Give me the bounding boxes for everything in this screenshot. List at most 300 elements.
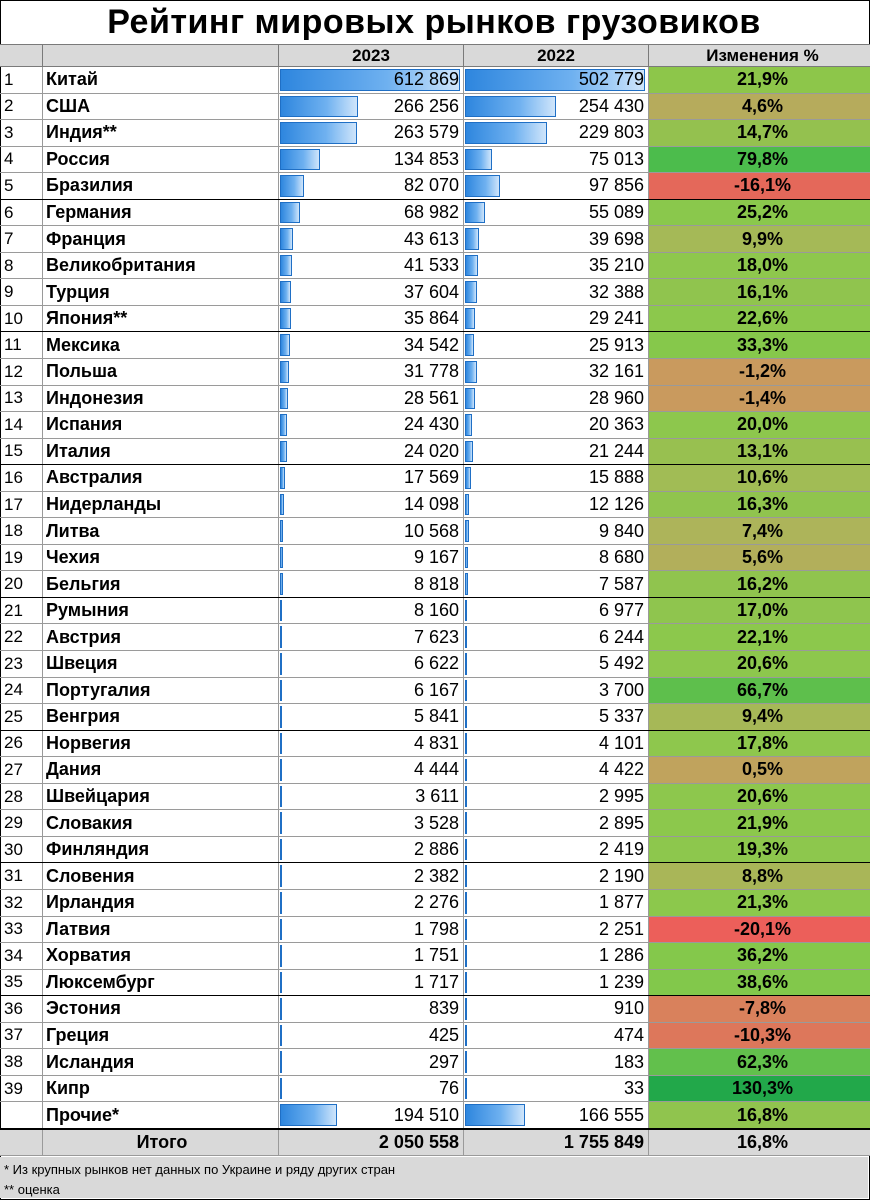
change-cell: 19,3% (649, 836, 870, 863)
value-text: 3 700 (598, 679, 644, 700)
value-2022-cell (464, 173, 649, 200)
total-2023 (279, 1129, 464, 1156)
value-text: 15 888 (588, 467, 644, 488)
change-cell: 10,6% (649, 465, 870, 492)
value-2023-cell (279, 889, 464, 916)
change-cell: 16,8% (649, 1102, 870, 1129)
table-row (0, 359, 870, 386)
change-cell: 16,3% (649, 491, 870, 518)
total-rank (0, 1129, 43, 1156)
country-name: Эстония (43, 996, 279, 1023)
table-row (0, 1102, 870, 1129)
rank-cell: 38 (0, 1049, 43, 1076)
value-text: 35 210 (588, 255, 644, 276)
value-2023-cell (279, 651, 464, 678)
value-text: 4 831 (413, 732, 459, 753)
table-row (0, 996, 870, 1023)
value-2023-cell (279, 810, 464, 837)
rank-cell: 15 (0, 438, 43, 465)
value-text: 2 251 (598, 918, 644, 939)
value-text: 2 886 (413, 839, 459, 860)
value-text: 6 977 (598, 600, 644, 621)
value-text: 839 (428, 998, 459, 1019)
table-row (0, 173, 870, 200)
rank-cell: 39 (0, 1075, 43, 1102)
value-2023-cell (279, 1075, 464, 1102)
change-cell: 36,2% (649, 943, 870, 970)
rank-cell: 11 (0, 332, 43, 359)
country-name: Италия (43, 438, 279, 465)
country-name: Ирландия (43, 889, 279, 916)
value-text: 7 623 (413, 626, 459, 647)
value-text: 28 960 (588, 387, 644, 408)
total-label: Итого (43, 1129, 279, 1156)
value-text: 20 363 (588, 414, 644, 435)
table-row (0, 199, 870, 226)
value-text: 82 070 (403, 175, 459, 196)
change-cell: 14,7% (649, 120, 870, 147)
value-2023-cell (279, 332, 464, 359)
header-rank (0, 45, 43, 67)
table-row (0, 491, 870, 518)
rank-cell: 31 (0, 863, 43, 890)
change-cell: 38,6% (649, 969, 870, 996)
country-name: Испания (43, 412, 279, 439)
country-name: Бельгия (43, 571, 279, 598)
table-row (0, 146, 870, 173)
table-row (0, 544, 870, 571)
value-text: 5 492 (598, 653, 644, 674)
value-2023-cell (279, 252, 464, 279)
value-2023-cell (279, 783, 464, 810)
rank-cell: 32 (0, 889, 43, 916)
value-text: 263 579 (393, 122, 459, 143)
value-text: 5 337 (598, 706, 644, 727)
country-name: Венгрия (43, 704, 279, 731)
country-name: Кипр (43, 1075, 279, 1102)
change-cell: 0,5% (649, 757, 870, 784)
value-2022-cell (464, 836, 649, 863)
total-change: 16,8% (649, 1129, 870, 1156)
rank-cell: 25 (0, 704, 43, 731)
change-cell: 13,1% (649, 438, 870, 465)
total-2022-value: 1 755 849 (563, 1132, 644, 1153)
value-text: 6 167 (413, 679, 459, 700)
value-text: 254 430 (578, 95, 644, 116)
rank-cell: 6 (0, 199, 43, 226)
change-cell: 4,6% (649, 93, 870, 120)
value-text: 2 382 (413, 865, 459, 886)
change-cell: -1,2% (649, 359, 870, 386)
value-2022-cell (464, 624, 649, 651)
value-text: 1 286 (598, 945, 644, 966)
value-2023-cell (279, 491, 464, 518)
country-name: Россия (43, 146, 279, 173)
table-row (0, 757, 870, 784)
table-row (0, 438, 870, 465)
rank-cell: 1 (0, 67, 43, 94)
value-2022-cell (464, 199, 649, 226)
value-text: 2 190 (598, 865, 644, 886)
value-2023-cell (279, 518, 464, 545)
header-change: Изменения % (649, 45, 870, 67)
change-cell: 62,3% (649, 1049, 870, 1076)
value-text: 10 568 (403, 520, 459, 541)
value-2022-cell (464, 279, 649, 306)
value-text: 35 864 (403, 308, 459, 329)
change-cell: 9,4% (649, 704, 870, 731)
value-2022-cell (464, 120, 649, 147)
rank-cell: 9 (0, 279, 43, 306)
country-name: Мексика (43, 332, 279, 359)
table-row (0, 279, 870, 306)
value-text: 910 (613, 998, 644, 1019)
table-row (0, 93, 870, 120)
ranking-table (0, 44, 870, 1156)
value-text: 2 419 (598, 839, 644, 860)
value-2023-cell (279, 704, 464, 731)
table-row (0, 836, 870, 863)
value-text: 6 244 (598, 626, 644, 647)
value-text: 297 (428, 1051, 459, 1072)
footnote-1: * Из крупных рынков нет данных по Украине и ряду других стран (0, 1157, 868, 1181)
value-text: 34 542 (403, 334, 459, 355)
table-row (0, 412, 870, 439)
table-row (0, 226, 870, 253)
table-row (0, 252, 870, 279)
value-2022-cell (464, 863, 649, 890)
value-2023-cell (279, 226, 464, 253)
change-cell: -7,8% (649, 996, 870, 1023)
value-text: 32 388 (588, 281, 644, 302)
rank-cell: 7 (0, 226, 43, 253)
rank-cell: 24 (0, 677, 43, 704)
value-2023-cell (279, 465, 464, 492)
value-2022-cell (464, 783, 649, 810)
value-text: 8 818 (413, 573, 459, 594)
rank-cell (0, 1102, 43, 1129)
value-2023-cell (279, 173, 464, 200)
rank-cell: 10 (0, 305, 43, 332)
rank-cell: 33 (0, 916, 43, 943)
value-text: 21 244 (588, 440, 644, 461)
change-cell: 20,0% (649, 412, 870, 439)
value-2023-cell (279, 1022, 464, 1049)
table-row (0, 465, 870, 492)
rank-cell: 27 (0, 757, 43, 784)
header-row (0, 45, 870, 67)
table-row (0, 332, 870, 359)
table-row (0, 305, 870, 332)
table-row (0, 1075, 870, 1102)
value-2022-cell (464, 305, 649, 332)
country-name: Словения (43, 863, 279, 890)
value-text: 43 613 (403, 228, 459, 249)
change-cell: -16,1% (649, 173, 870, 200)
rank-cell: 20 (0, 571, 43, 598)
rank-cell: 21 (0, 597, 43, 624)
value-2022-cell (464, 1075, 649, 1102)
country-name: Прочие* (43, 1102, 279, 1129)
value-2023-cell (279, 757, 464, 784)
value-2023-cell (279, 412, 464, 439)
value-2022-cell (464, 943, 649, 970)
change-cell: 17,0% (649, 597, 870, 624)
header-2022: 2022 (464, 45, 649, 67)
table-row (0, 651, 870, 678)
value-text: 1 751 (413, 945, 459, 966)
value-2022-cell (464, 916, 649, 943)
rank-cell: 26 (0, 730, 43, 757)
rank-cell: 5 (0, 173, 43, 200)
table-row (0, 810, 870, 837)
value-text: 17 569 (403, 467, 459, 488)
value-2022-cell (464, 651, 649, 678)
value-text: 2 995 (598, 786, 644, 807)
table-row (0, 889, 870, 916)
header-2023: 2023 (279, 45, 464, 67)
value-text: 76 (438, 1078, 459, 1099)
value-2023-cell (279, 279, 464, 306)
value-2022-cell (464, 704, 649, 731)
value-text: 75 013 (588, 148, 644, 169)
rank-cell: 22 (0, 624, 43, 651)
country-name: Германия (43, 199, 279, 226)
value-text: 229 803 (578, 122, 644, 143)
change-cell: 18,0% (649, 252, 870, 279)
value-2023-cell (279, 120, 464, 147)
change-cell: 21,9% (649, 67, 870, 94)
change-cell: 9,9% (649, 226, 870, 253)
value-text: 474 (613, 1024, 644, 1045)
value-2023-cell (279, 863, 464, 890)
value-2022-cell (464, 518, 649, 545)
table-row (0, 67, 870, 94)
value-2022-cell (464, 544, 649, 571)
value-2023-cell (279, 624, 464, 651)
value-text: 41 533 (403, 255, 459, 276)
value-text: 1 798 (413, 918, 459, 939)
country-name: Словакия (43, 810, 279, 837)
table-row (0, 624, 870, 651)
value-2023-cell (279, 916, 464, 943)
table-row (0, 969, 870, 996)
value-text: 24 020 (403, 440, 459, 461)
rank-cell: 8 (0, 252, 43, 279)
table-row (0, 863, 870, 890)
change-cell: 130,3% (649, 1075, 870, 1102)
table-row (0, 730, 870, 757)
value-2022-cell (464, 465, 649, 492)
country-name: Хорватия (43, 943, 279, 970)
value-2022-cell (464, 889, 649, 916)
change-cell: 22,6% (649, 305, 870, 332)
table-row (0, 943, 870, 970)
value-text: 4 444 (413, 759, 459, 780)
value-2022-cell (464, 1102, 649, 1129)
value-2023-cell (279, 969, 464, 996)
change-cell: 21,9% (649, 810, 870, 837)
country-name: Франция (43, 226, 279, 253)
value-2022-cell (464, 1049, 649, 1076)
value-text: 39 698 (588, 228, 644, 249)
table-row (0, 120, 870, 147)
rank-cell: 36 (0, 996, 43, 1023)
value-2022-cell (464, 996, 649, 1023)
value-text: 3 611 (415, 786, 459, 807)
total-2022 (464, 1129, 649, 1156)
footnote-2: ** оценка (0, 1181, 868, 1198)
country-name: Португалия (43, 677, 279, 704)
change-cell: 8,8% (649, 863, 870, 890)
value-text: 37 604 (403, 281, 459, 302)
page-title: Рейтинг мировых рынков грузовиков (0, 0, 868, 45)
value-2022-cell (464, 412, 649, 439)
value-2022-cell (464, 93, 649, 120)
rank-cell: 34 (0, 943, 43, 970)
value-2022-cell (464, 757, 649, 784)
value-text: 2 276 (413, 892, 459, 913)
value-text: 1 239 (598, 971, 644, 992)
table-body (0, 67, 870, 1156)
value-2023-cell (279, 597, 464, 624)
change-cell: 66,7% (649, 677, 870, 704)
country-name: Финляндия (43, 836, 279, 863)
value-2022-cell (464, 332, 649, 359)
value-2023-cell (279, 146, 464, 173)
value-2022-cell (464, 730, 649, 757)
value-2023-cell (279, 438, 464, 465)
country-name: Австрия (43, 624, 279, 651)
country-name: Исландия (43, 1049, 279, 1076)
rank-cell: 37 (0, 1022, 43, 1049)
rank-cell: 3 (0, 120, 43, 147)
change-cell: 21,3% (649, 889, 870, 916)
country-name: Китай (43, 67, 279, 94)
value-2023-cell (279, 359, 464, 386)
value-text: 4 101 (598, 732, 644, 753)
value-text: 55 089 (588, 202, 644, 222)
table-row (0, 783, 870, 810)
value-text: 134 853 (393, 148, 459, 169)
rank-cell: 30 (0, 836, 43, 863)
value-text: 31 778 (403, 361, 459, 382)
value-2022-cell (464, 252, 649, 279)
table-row (0, 518, 870, 545)
value-text: 1 877 (598, 892, 644, 913)
header-name (43, 45, 279, 67)
value-text: 8 160 (413, 600, 459, 621)
country-name: США (43, 93, 279, 120)
value-2023-cell (279, 1102, 464, 1129)
country-name: Индонезия (43, 385, 279, 412)
value-2023-cell (279, 93, 464, 120)
value-2022-cell (464, 571, 649, 598)
rank-cell: 23 (0, 651, 43, 678)
value-text: 1 717 (413, 971, 459, 992)
country-name: Япония** (43, 305, 279, 332)
value-text: 7 587 (598, 573, 644, 594)
change-cell: -1,4% (649, 385, 870, 412)
value-2022-cell (464, 385, 649, 412)
table-row (0, 385, 870, 412)
value-2023-cell (279, 836, 464, 863)
value-text: 502 779 (578, 69, 644, 90)
country-name: Дания (43, 757, 279, 784)
value-text: 8 680 (598, 547, 644, 568)
table-row (0, 571, 870, 598)
value-text: 194 510 (393, 1104, 459, 1125)
value-text: 5 841 (413, 706, 459, 727)
country-name: Швеция (43, 651, 279, 678)
value-2023-cell (279, 1049, 464, 1076)
country-name: Австралия (43, 465, 279, 492)
value-text: 29 241 (588, 308, 644, 329)
value-2022-cell (464, 67, 649, 94)
country-name: Польша (43, 359, 279, 386)
value-text: 12 126 (588, 494, 644, 515)
value-2023-cell (279, 996, 464, 1023)
rank-cell: 18 (0, 518, 43, 545)
value-2023-cell (279, 571, 464, 598)
value-2022-cell (464, 146, 649, 173)
value-text: 28 561 (403, 387, 459, 408)
value-2022-cell (464, 491, 649, 518)
table-row (0, 677, 870, 704)
value-2023-cell (279, 67, 464, 94)
value-text: 183 (613, 1051, 644, 1072)
country-name: Бразилия (43, 173, 279, 200)
country-name: Турция (43, 279, 279, 306)
country-name: Греция (43, 1022, 279, 1049)
value-2022-cell (464, 359, 649, 386)
change-cell: 16,1% (649, 279, 870, 306)
value-text: 425 (428, 1024, 459, 1045)
change-cell: -10,3% (649, 1022, 870, 1049)
value-2022-cell (464, 677, 649, 704)
country-name: Люксембург (43, 969, 279, 996)
country-name: Чехия (43, 544, 279, 571)
total-row (0, 1129, 870, 1156)
country-name: Румыния (43, 597, 279, 624)
value-2023-cell (279, 730, 464, 757)
rank-cell: 12 (0, 359, 43, 386)
value-text: 97 856 (588, 175, 644, 196)
value-text: 2 895 (598, 812, 644, 833)
total-2023-value: 2 050 558 (378, 1132, 459, 1153)
country-name: Латвия (43, 916, 279, 943)
value-2022-cell (464, 810, 649, 837)
value-text: 6 622 (413, 653, 459, 674)
change-cell: 20,6% (649, 783, 870, 810)
rank-cell: 13 (0, 385, 43, 412)
change-cell: 33,3% (649, 332, 870, 359)
rank-cell: 29 (0, 810, 43, 837)
value-2022-cell (464, 1022, 649, 1049)
change-cell: 20,6% (649, 651, 870, 678)
value-text: 68 982 (403, 202, 459, 222)
value-2022-cell (464, 597, 649, 624)
value-text: 14 098 (403, 494, 459, 515)
value-text: 33 (623, 1078, 644, 1099)
value-2023-cell (279, 199, 464, 226)
value-2022-cell (464, 969, 649, 996)
rank-cell: 17 (0, 491, 43, 518)
value-2023-cell (279, 385, 464, 412)
country-name: Норвегия (43, 730, 279, 757)
value-text: 24 430 (403, 414, 459, 435)
country-name: Швейцария (43, 783, 279, 810)
